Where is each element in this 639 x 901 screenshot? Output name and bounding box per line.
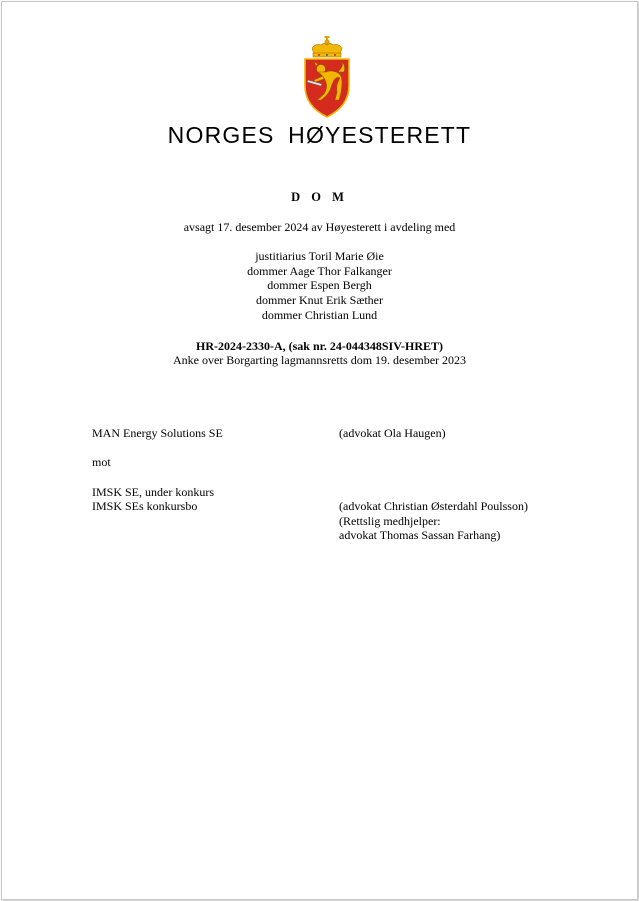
judge-entry: justitiarius Toril Marie Øie: [255, 249, 384, 263]
appellant-counsel: (advokat Ola Haugen): [339, 426, 446, 440]
delivered-statement: avsagt 17. desember 2024 av Høyesterett i avdeling med: [183, 220, 456, 234]
crown-icon: [312, 36, 342, 57]
versus-label: mot: [92, 455, 111, 469]
judge-entry: dommer Espen Bergh: [267, 278, 372, 293]
norwegian-coat-of-arms-icon: [302, 36, 352, 118]
legal-assistant-label: (Rettslig medhjelper:: [339, 514, 441, 528]
judge-entry: dommer Christian Lund: [261, 307, 378, 322]
appeal-description: Anke over Borgarting lagmannsretts dom 19. desember 2023: [172, 353, 467, 367]
respondent-counsel: (advokat Christian Østerdahl Poulsson): [339, 499, 528, 513]
institution-name: NORGES HØYESTERETT: [167, 122, 472, 148]
case-number: HR-2024-2330-A, (sak nr. 24-044348SIV-HRET): [195, 339, 443, 353]
appellant-name: MAN Energy Solutions SE: [92, 426, 223, 440]
judges-list: [0, 249, 639, 323]
legal-assistant-name: advokat Thomas Sassan Farhang): [339, 528, 501, 542]
judge-entry: dommer Aage Thor Falkanger: [247, 263, 392, 278]
respondent-name: IMSK SE, under konkurs: [92, 485, 214, 499]
judge-entry: dommer Knut Erik Sæther: [256, 293, 383, 308]
respondent-estate-name: IMSK SEs konkursbo: [92, 499, 198, 513]
document-type-heading: D O M: [291, 190, 348, 204]
